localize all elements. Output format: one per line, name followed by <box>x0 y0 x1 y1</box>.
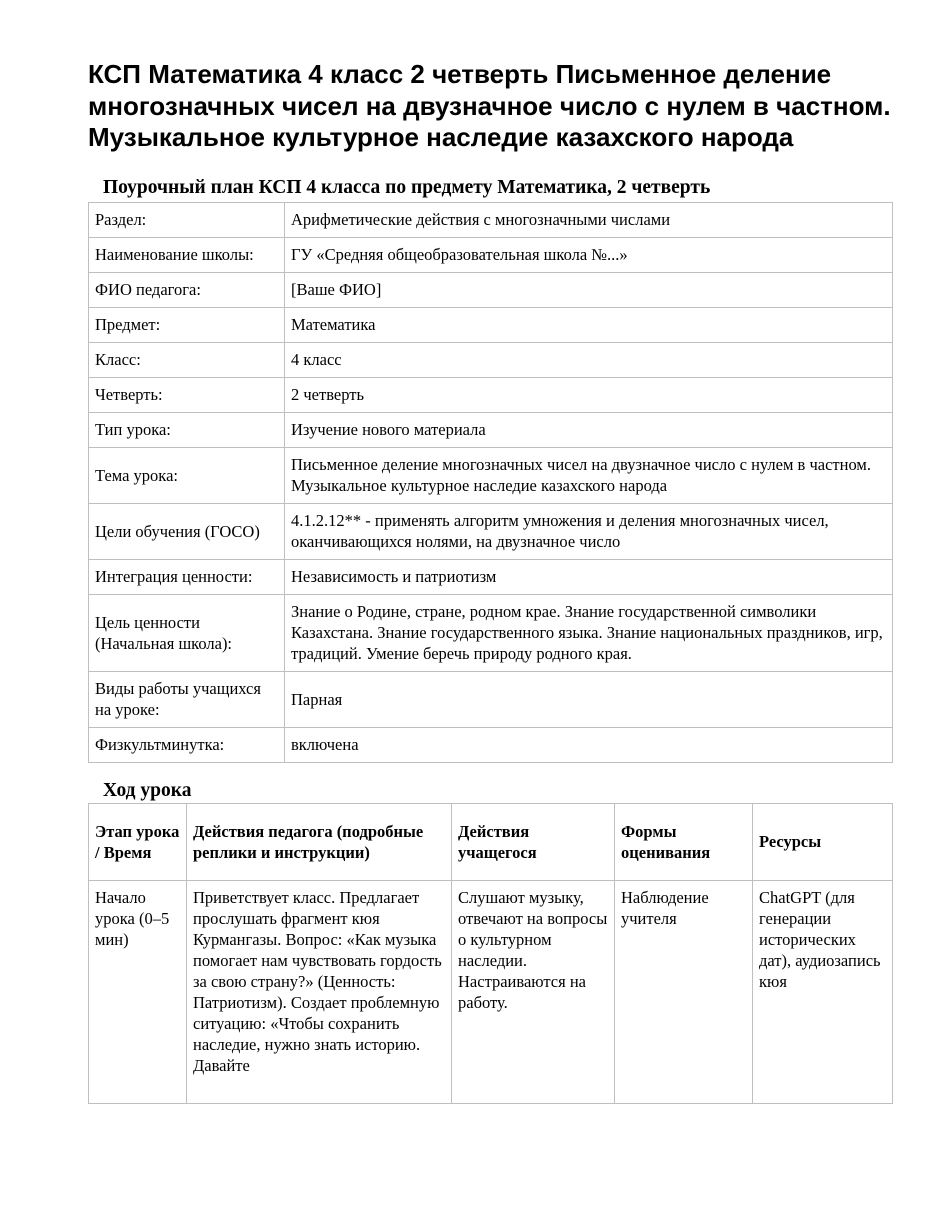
table-row <box>89 272 893 307</box>
column-header: Этап урока / Время <box>89 803 187 880</box>
table-cell: ChatGPT (для генерации исторических дат), аудиозапись кюя <box>753 880 893 1103</box>
table-header-row <box>89 803 893 880</box>
document-title: КСП Математика 4 класс 2 четверть Письменное деление многозначных чисел на двузначное число с нулем в частном. Музыкальное культурное наследие казахского народа <box>88 59 891 152</box>
info-label: Четверть: <box>89 377 285 412</box>
info-label: Интеграция ценности: <box>89 559 285 594</box>
info-label: Тип урока: <box>89 412 285 447</box>
lesson-course-table <box>88 803 893 1104</box>
column-header: Действия учащегося <box>452 803 615 880</box>
info-label: Виды работы учащихся на уроке: <box>89 671 285 727</box>
table-row <box>89 594 893 671</box>
info-value: 4 класс <box>285 342 893 377</box>
table-row <box>89 412 893 447</box>
info-value: Математика <box>285 307 893 342</box>
course-heading: Ход урока <box>103 779 192 801</box>
info-label: Физкультминутка: <box>89 727 285 762</box>
info-value: ГУ «Средняя общеобразовательная школа №...» <box>285 237 893 272</box>
lesson-info-table <box>88 202 893 763</box>
info-label: ФИО педагога: <box>89 272 285 307</box>
table-row <box>89 503 893 559</box>
plan-heading: Поурочный план КСП 4 класса по предмету Математика, 2 четверть <box>103 176 711 198</box>
table-cell: Наблюдение учителя <box>615 880 753 1103</box>
info-value: [Ваше ФИО] <box>285 272 893 307</box>
info-value: Знание о Родине, стране, родном крае. Знание государственной символики Казахстана. Знание государственного языка. Знание национальных праздников, игр, традиций. Умение беречь природу родного края. <box>285 594 893 671</box>
info-label: Наименование школы: <box>89 237 285 272</box>
column-header: Действия педагога (подробные реплики и инструкции) <box>187 803 452 880</box>
info-label: Цель ценности (Начальная школа): <box>89 594 285 671</box>
table-cell: Приветствует класс. Предлагает прослушать фрагмент кюя Курмангазы. Вопрос: «Как музыка помогает нам чувствовать гордость за свою страну?» (Ценность: Патриотизм). Создает проблемную ситуацию: «Чтобы сохранить наследие, нужно знать историю. Давайте <box>187 880 452 1103</box>
info-value: Парная <box>285 671 893 727</box>
table-row <box>89 307 893 342</box>
info-value: Письменное деление многозначных чисел на двузначное число с нулем в частном. Музыкальное культурное наследие казахского народа <box>285 447 893 503</box>
info-value: Изучение нового материала <box>285 412 893 447</box>
info-value: 4.1.2.12** - применять алгоритм умножения и деления многозначных чисел, оканчивающихся нолями, на двузначное число <box>285 503 893 559</box>
table-row <box>89 727 893 762</box>
column-header: Формы оценивания <box>615 803 753 880</box>
column-header: Ресурсы <box>753 803 893 880</box>
table-cell: Слушают музыку, отвечают на вопросы о культурном наследии. Настраиваются на работу. <box>452 880 615 1103</box>
table-row <box>89 880 893 1103</box>
document-page <box>88 0 893 1104</box>
info-label: Тема урока: <box>89 447 285 503</box>
info-label: Класс: <box>89 342 285 377</box>
info-label: Раздел: <box>89 202 285 237</box>
table-row <box>89 447 893 503</box>
info-value: Арифметические действия с многозначными числами <box>285 202 893 237</box>
table-row <box>89 377 893 412</box>
info-label: Предмет: <box>89 307 285 342</box>
info-label: Цели обучения (ГОСО) <box>89 503 285 559</box>
table-row <box>89 202 893 237</box>
table-row <box>89 671 893 727</box>
table-row <box>89 342 893 377</box>
table-row <box>89 559 893 594</box>
info-value: Независимость и патриотизм <box>285 559 893 594</box>
info-value: 2 четверть <box>285 377 893 412</box>
table-row <box>89 237 893 272</box>
info-value: включена <box>285 727 893 762</box>
table-cell: Начало урока (0–5 мин) <box>89 880 187 1103</box>
